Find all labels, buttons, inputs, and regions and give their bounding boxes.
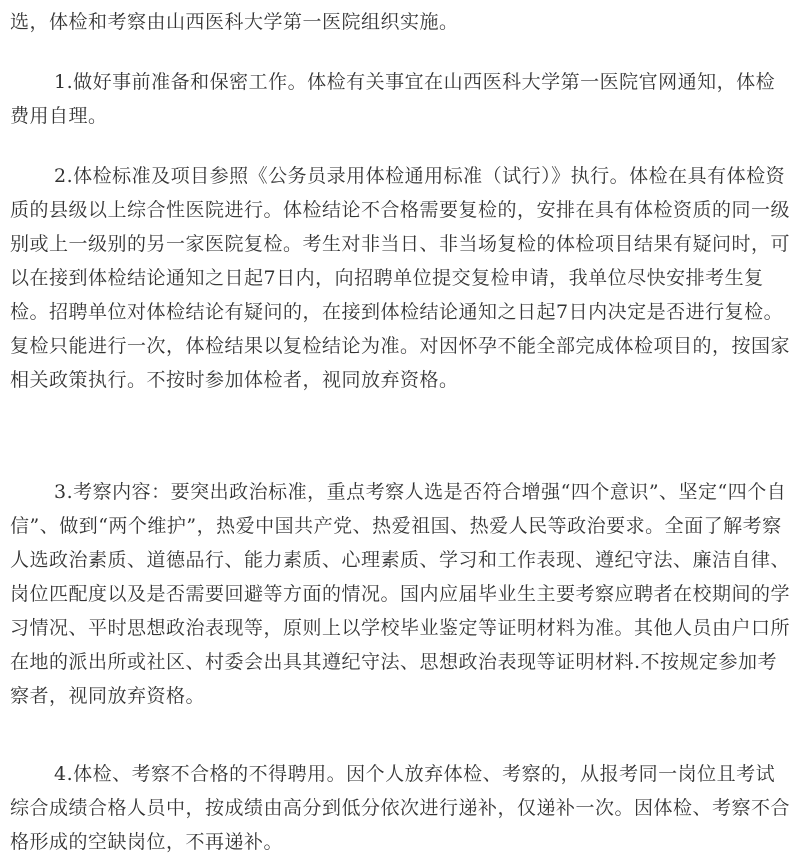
paragraph-item-1: 1.做好事前准备和保密工作。体检有关事宜在山西医科大学第一医院官网通知，体检费用自理。 <box>10 71 776 127</box>
paragraph-item-3: 3.考察内容：要突出政治标准，重点考察人选是否符合增强“四个意识”、坚定“四个自信”、做到“两个维护”，热爱中国共产党、热爱祖国、热爱人民等政治要求。全面了解考察人选政治素质、道德品行、能力素质、心理素质、学习和工作表现、遵纪守法、廉洁自律、岗位匹配度以及是否需要回避等方面的情况。国内应届毕业生主要考察应聘者在校期间的学习情况、平时思想政治表现等，原则上以学校毕业鉴定等证明材料为准。其他人员由户口所在地的派出所或社区、村委会出具其遵纪守法、思想政治表现等证明材料.不按规定参加考察者，视同放弃资格。 <box>10 481 791 707</box>
paragraph-item-4: 4.体检、考察不合格的不得聘用。因个人放弃体检、考察的，从报考同一岗位且考试综合成绩合格人员中，按成绩由高分到低分依次进行递补，仅递补一次。因体检、考察不合格形成的空缺岗位，不再递补。 <box>10 763 791 853</box>
paragraph-item-2: 2.体检标准及项目参照《公务员录用体检通用标准（试行）》执行。体检在具有体检资质的县级以上综合性医院进行。体检结论不合格需要复检的，安排在具有体检资质的同一级别或上一级别的另一家医院复检。考生对非当日、非当场复检的体检项目结果有疑问时，可以在接到体检结论通知之日起7日内，向招聘单位提交复检申请，我单位尽快安排考生复检。招聘单位对体检结论有疑问的，在接到体检结论通知之日起7日内决定是否进行复检。复检只能进行一次，体检结果以复检结论为准。对因怀孕不能全部完成体检项目的，按国家相关政策执行。不按时参加体检者，视同放弃资格。 <box>10 165 791 391</box>
paragraph-intro: 选，体检和考察由山西医科大学第一医院组织实施。 <box>10 11 459 33</box>
